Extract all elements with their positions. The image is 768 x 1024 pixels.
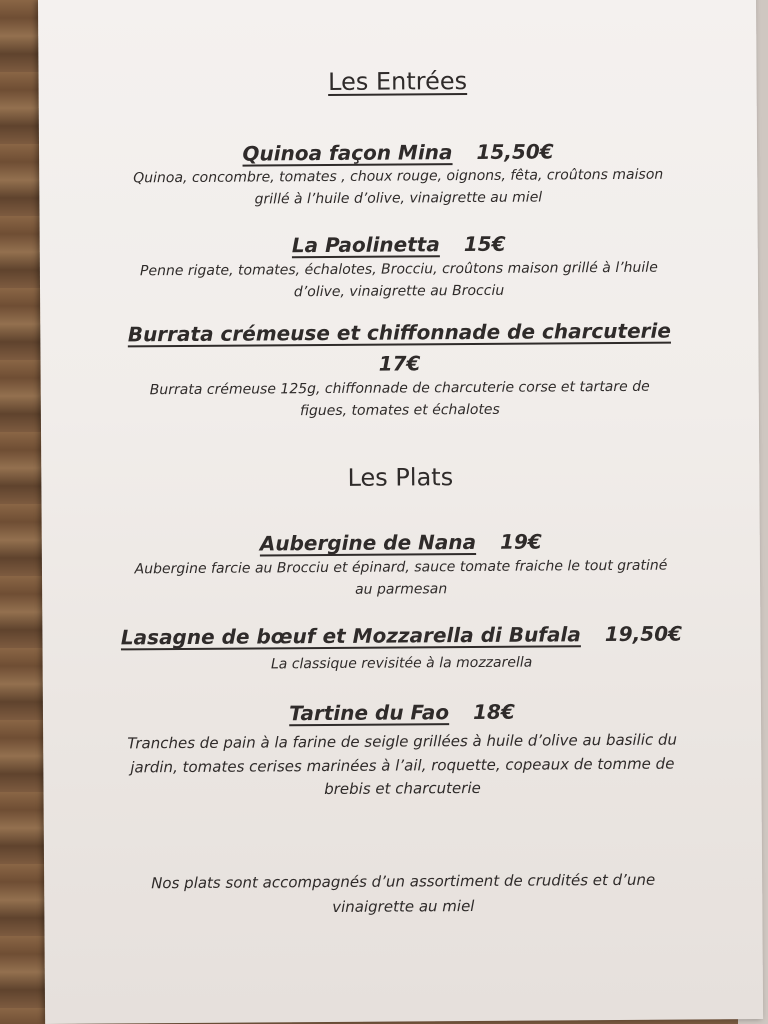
dish-name: Tartine du Fao xyxy=(289,700,450,726)
dish-description-line: au parmesan xyxy=(355,581,448,598)
dish-name: Lasagne de bœuf et Mozzarella di Bufala xyxy=(120,622,581,650)
dish-aubergine xyxy=(42,528,760,557)
footer-note-line: vinaigrette au miel xyxy=(332,896,475,916)
dish-name: Aubergine de Nana xyxy=(259,529,477,556)
dish-name: Burrata crémeuse et chiffonnade de charcuterie xyxy=(127,318,671,347)
dish-name: Quinoa façon Mina xyxy=(242,140,453,166)
dish-description-line: figues, tomates et échalotes xyxy=(299,401,500,420)
dish-description-line: Tranches de pain à la farine de seigle grillées à huile d’olive au basilic du xyxy=(127,730,678,753)
dish-burrata-price-line xyxy=(40,349,758,378)
dish-price: 15€ xyxy=(463,231,506,257)
dish-price: 18€ xyxy=(472,699,515,724)
section-title-plats: Les Plats xyxy=(347,463,454,492)
dish-quinoa xyxy=(39,138,757,167)
dish-price: 19€ xyxy=(499,529,542,554)
dish-price: 19,50€ xyxy=(604,621,683,647)
dish-description-line: d’olive, vinaigrette au Brocciu xyxy=(293,282,505,301)
dish-paolinetta xyxy=(40,230,758,259)
dish-price: 15,50€ xyxy=(476,139,554,164)
dish-lasagne xyxy=(42,621,760,650)
dish-description-line: Burrata crémeuse 125g, chiffonnade de charcuterie corse et tartare de xyxy=(149,378,650,399)
menu-sheet xyxy=(38,0,763,1024)
section-title-entrees: Les Entrées xyxy=(327,67,468,96)
dish-description-line: Quinoa, concombre, tomates , choux rouge, oignons, fêta, croûtons maison xyxy=(133,166,664,187)
dish-tartine xyxy=(43,698,761,727)
dish-description-line: Aubergine farcie au Brocciu et épinard, sauce tomate fraiche le tout gratiné xyxy=(134,557,668,578)
dish-price: 17€ xyxy=(378,351,421,376)
dish-description-line: grillé à l’huile d’olive, vinaigrette au miel xyxy=(254,189,543,208)
dish-name: La Paolinetta xyxy=(291,232,440,258)
footer-note-line: Nos plats sont accompagnés d’un assortiment de crudités et d’une xyxy=(151,870,656,893)
menu-content xyxy=(38,0,763,1024)
dish-description-line: Penne rigate, tomates, échalotes, Brocciu, croûtons maison grillé à l’huile xyxy=(139,259,658,280)
dish-description-line: brebis et charcuterie xyxy=(324,778,481,799)
dish-burrata xyxy=(40,318,758,347)
dish-description-line: La classique revisitée à la mozzarella xyxy=(270,654,533,673)
dish-description-line: jardin, tomates cerises marinées à l’ail, roquette, copeaux de tomme de xyxy=(130,754,675,777)
